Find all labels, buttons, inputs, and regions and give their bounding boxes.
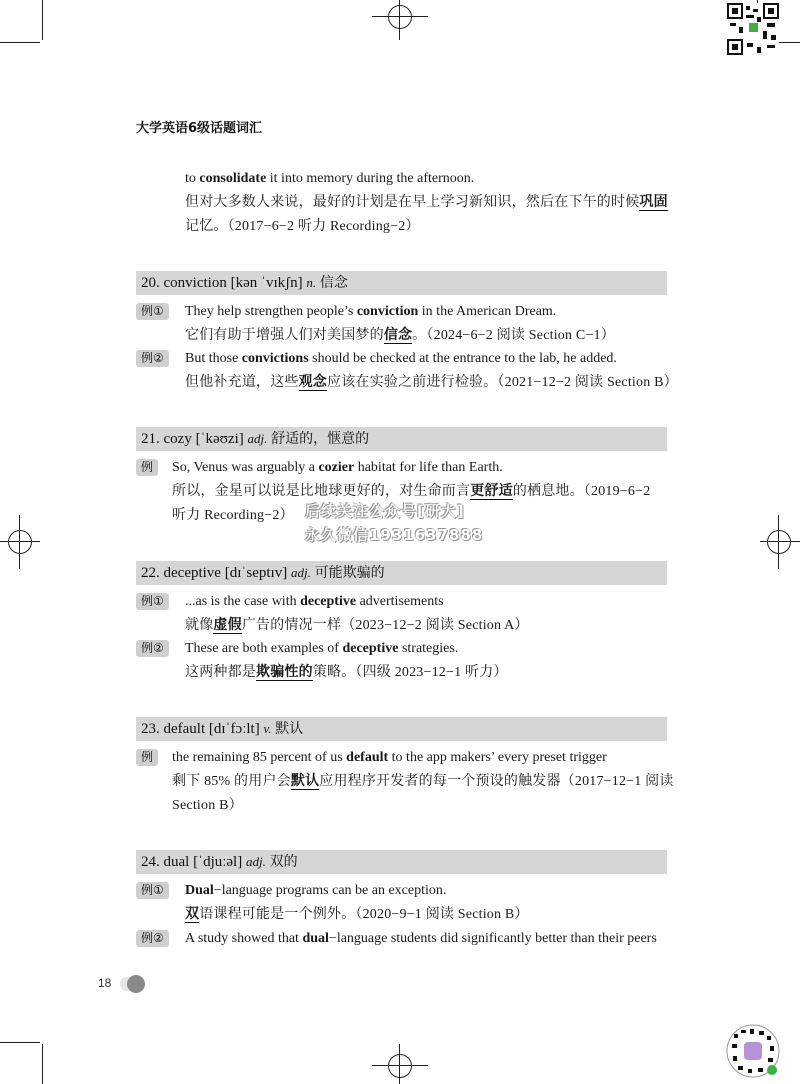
qr-code-icon [727,3,779,55]
example-zh: 它们有助于增强人们对美国梦的信念。（2024−6−2 阅读 Section C−1） [185,328,615,343]
example-badge: 例① [136,882,169,899]
example-en: A study showed that dual−language students did significantly better than their peers [185,931,657,946]
example-zh: 剩下 85% 的用户会默认应用程序开发者的每一个预设的触发器（2017−12−1 阅读 [172,774,674,789]
example-en: They help strengthen people’s conviction in the American Dream. [185,304,557,319]
example-zh: 双语课程可能是一个例外。（2020−9−1 阅读 Section B） [185,907,529,922]
example-zh: 但他补充道，这些观念应该在实验之前进行检验。（2021−12−2 阅读 Section B） [185,375,678,390]
page-marker-dot [127,975,145,993]
example-zh-line-2: Section B） [172,798,243,813]
crop-mark [42,0,43,40]
example-badge: 例 [136,459,158,476]
example-en: Dual−language programs can be an exception. [185,883,447,898]
watermark-line-1: 后续关注公众号[研大] [305,502,465,520]
entry-header-conviction: 20. conviction [kən ˈvɪkʃn] n. 信念 [136,271,667,295]
example-badge: 例② [136,640,169,657]
example-en: ...as is the case with deceptive advertisements [185,594,444,609]
entry-header-deceptive: 22. deceptive [dɪˈseptɪv] adj. 可能欺骗的 [136,561,667,585]
entry-header-default: 23. default [dɪˈfɔːlt] v. 默认 [136,717,667,741]
crop-mark [0,1042,40,1043]
crop-mark [0,42,40,43]
intro-en-line: to consolidate it into memory during the afternoon. [185,171,475,186]
example-en: the remaining 85 percent of us default to the app makers’ every preset trigger [172,750,607,765]
page-header-title: 大学英语6级话题词汇 [136,121,263,136]
page-number: 18 [98,976,112,990]
crop-mark [42,1044,43,1084]
qr-code-icon [726,1024,780,1078]
intro-zh-line: 但对大多数人来说，最好的计划是在早上学习新知识，然后在下午的时候巩固 [185,195,668,210]
example-badge: 例② [136,350,169,367]
watermark-line-2: 永久微信1931637888 [305,526,484,544]
example-badge: 例① [136,593,169,610]
example-zh-line-2: 听力 Recording−2） [172,508,294,523]
example-en: These are both examples of deceptive strategies. [185,641,459,656]
example-en: But those convictions should be checked at the entrance to the lab, he added. [185,351,617,366]
example-zh: 所以，金星可以说是比地球更好的，对生命而言更舒适的栖息地。（2019−6−2 [172,484,651,499]
example-badge: 例 [136,749,158,766]
entry-header-cozy: 21. cozy [ˈkəʊzi] adj. 舒适的，惬意的 [136,427,667,451]
example-badge: 例① [136,303,169,320]
example-en: So, Venus was arguably a cozier habitat for life than Earth. [172,460,503,475]
example-zh: 就像虚假广告的情况一样（2023−12−2 阅读 Section A） [185,618,529,633]
entry-header-dual: 24. dual [ˈdjuːəl] adj. 双的 [136,850,667,874]
example-zh: 这两种都是欺骗性的策略。（四级 2023−12−1 听力） [185,665,508,680]
intro-zh-line-2: 记忆。（2017−6−2 听力 Recording−2） [185,219,420,234]
example-badge: 例② [136,930,169,947]
